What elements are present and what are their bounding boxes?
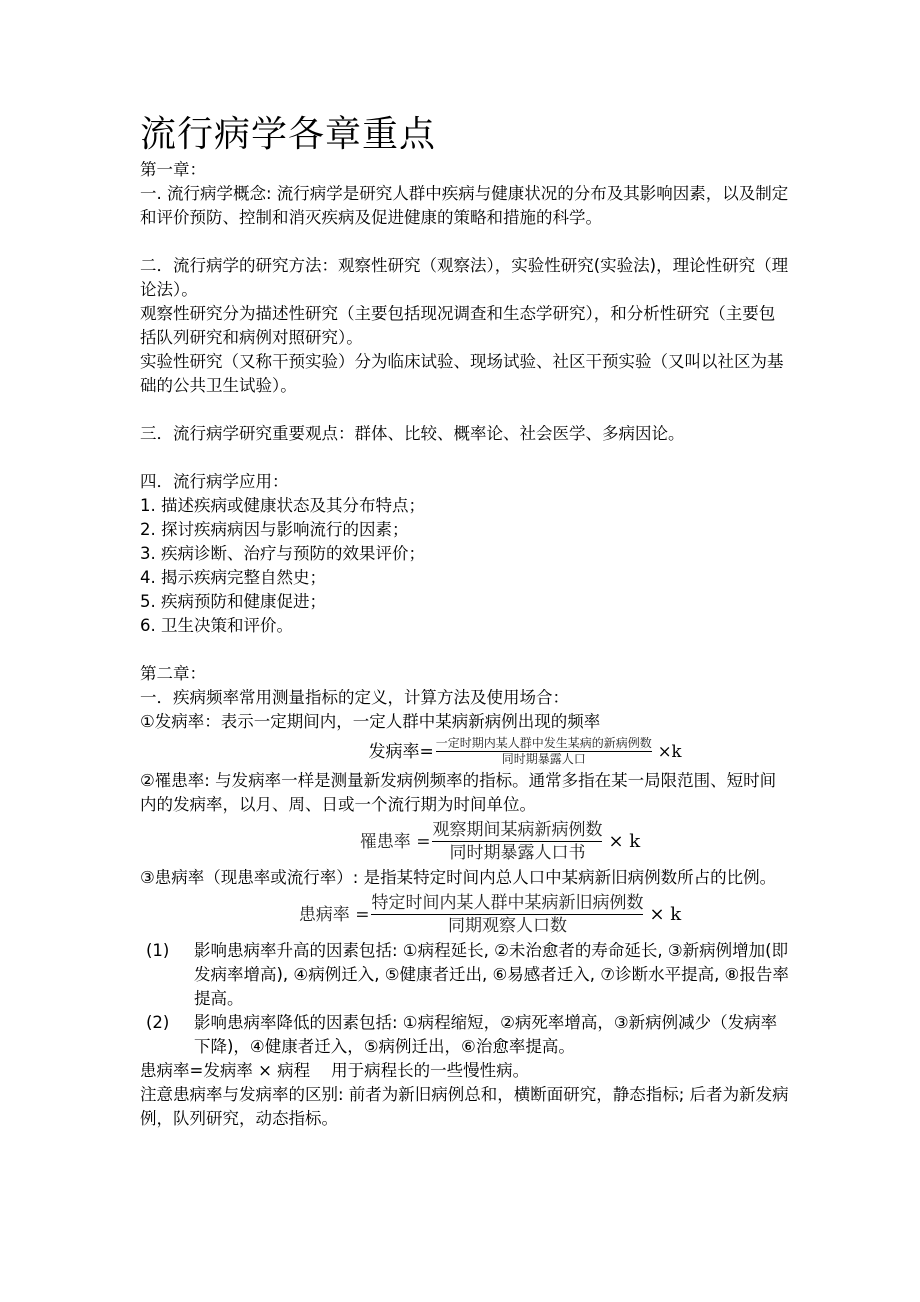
- incidence-formula: [140, 736, 790, 767]
- formula-denominator: 同期观察人口数: [447, 916, 567, 936]
- ch2-measures-heading: 一．疾病频率常用测量指标的定义，计算方法及使用场合：: [140, 688, 569, 707]
- formula-denominator: 同时期暴露人口: [501, 752, 586, 766]
- chapter-1-heading: 第一章：: [140, 160, 206, 179]
- ch1-observational-paragraph: 观察性研究分为描述性研究（主要包括现况调查和生态学研究），和分析性研究（主要包括队列研究和病例对照研究）。: [140, 304, 776, 347]
- spacer: [140, 230, 790, 254]
- application-item: 4. 揭示疾病完整自然史；: [140, 568, 326, 587]
- list-item: [140, 939, 790, 1011]
- application-item: 3. 疾病诊断、治疗与预防的效果评价；: [140, 544, 425, 563]
- attack-rate-definition: ②罹患率: 与发病率一样是测量新发病例频率的指标。通常多指在某一局限范围、短时间内的发病率，以月、周、日或一个流行期为时间单位。: [140, 771, 777, 814]
- formula-fraction: [436, 736, 652, 767]
- application-item: 2. 探讨疾病病因与影响流行的因素；: [140, 520, 409, 539]
- ch1-applications-heading: 四．流行病学应用：: [140, 472, 289, 491]
- formula-fraction: [432, 819, 602, 864]
- incidence-definition: ①发病率：表示一定期间内，一定人群中某病新病例出现的频率: [140, 712, 601, 731]
- formula-multiplier: × k: [649, 903, 682, 925]
- list-text: 影响患病率升高的因素包括: ①病程延长, ②未治愈者的寿命延长, ③新病例增加(即发病率增高), ④病例迁入, ⑤健康者迁出, ⑥易感者迁入, ⑦诊断水平提高, ⑧报告率提高。: [194, 941, 789, 1008]
- spacer: [140, 398, 790, 422]
- chapter-2-heading: 第二章：: [140, 664, 206, 683]
- spacer: [140, 446, 790, 470]
- formula-denominator: 同时期暴露人口书: [449, 843, 586, 863]
- formula-name: 罹患率 =: [359, 831, 431, 852]
- ch1-concept-paragraph: 一. 流行病学概念: 流行病学是研究人群中疾病与健康状况的分布及其影响因素，以及制定和评价预防、控制和消灭疾病及促进健康的策略和措施的科学。: [140, 184, 789, 227]
- list-item: [140, 1011, 790, 1059]
- formula-multiplier: ×k: [657, 741, 682, 761]
- prevalence-vs-incidence-note: 注意患病率与发病率的区别: 前者为新旧病例总和，横断面研究，静态指标; 后者为新发病例，队列研究，动态指标。: [140, 1085, 789, 1128]
- application-item: 5. 疾病预防和健康促进；: [140, 592, 326, 611]
- attack-rate-formula: [140, 819, 790, 864]
- formula-numerator: 一定时期内某人群中发生某病的新病例数: [435, 736, 652, 750]
- formula-name: 患病率 =: [298, 904, 370, 925]
- spacer: [140, 638, 790, 662]
- formula-name: 发病率=: [368, 741, 434, 762]
- application-item: 6. 卫生决策和评价。: [140, 616, 293, 635]
- list-marker: (2): [146, 1013, 170, 1032]
- document-page: [140, 112, 790, 1131]
- list-marker: (1): [146, 941, 170, 960]
- application-item: 1. 描述疾病或健康状态及其分布特点；: [140, 496, 425, 515]
- prevalence-relation: 患病率=发病率 × 病程 用于病程长的一些慢性病。: [140, 1061, 530, 1080]
- prevalence-formula: [140, 892, 790, 937]
- formula-multiplier: × k: [608, 830, 641, 852]
- ch1-viewpoints-paragraph: 三．流行病学研究重要观点：群体、比较、概率论、社会医学、多病因论。: [140, 424, 685, 443]
- formula-fraction: [371, 892, 643, 937]
- formula-numerator: 特定时间内某人群中某病新旧病例数: [371, 893, 644, 913]
- list-text: 影响患病率降低的因素包括: ①病程缩短，②病死率增高，③新病例减少（发病率下降)，④健康者迁入，⑤病例迁出，⑥治愈率提高。: [194, 1013, 778, 1056]
- formula-numerator: 观察期间某病新病例数: [432, 820, 603, 840]
- ch1-methods-paragraph: 二．流行病学的研究方法：观察性研究（观察法），实验性研究(实验法)，理论性研究（理论法）。: [140, 256, 789, 299]
- ch1-experimental-paragraph: 实验性研究（又称干预实验）分为临床试验、现场试验、社区干预实验（又叫以社区为基础的公共卫生试验）。: [140, 352, 784, 395]
- document-title: 流行病学各章重点: [140, 114, 437, 155]
- prevalence-definition: ③患病率（现患率或流行率）: 是指某特定时间内总人口中某病新旧病例数所占的比例。: [140, 868, 777, 887]
